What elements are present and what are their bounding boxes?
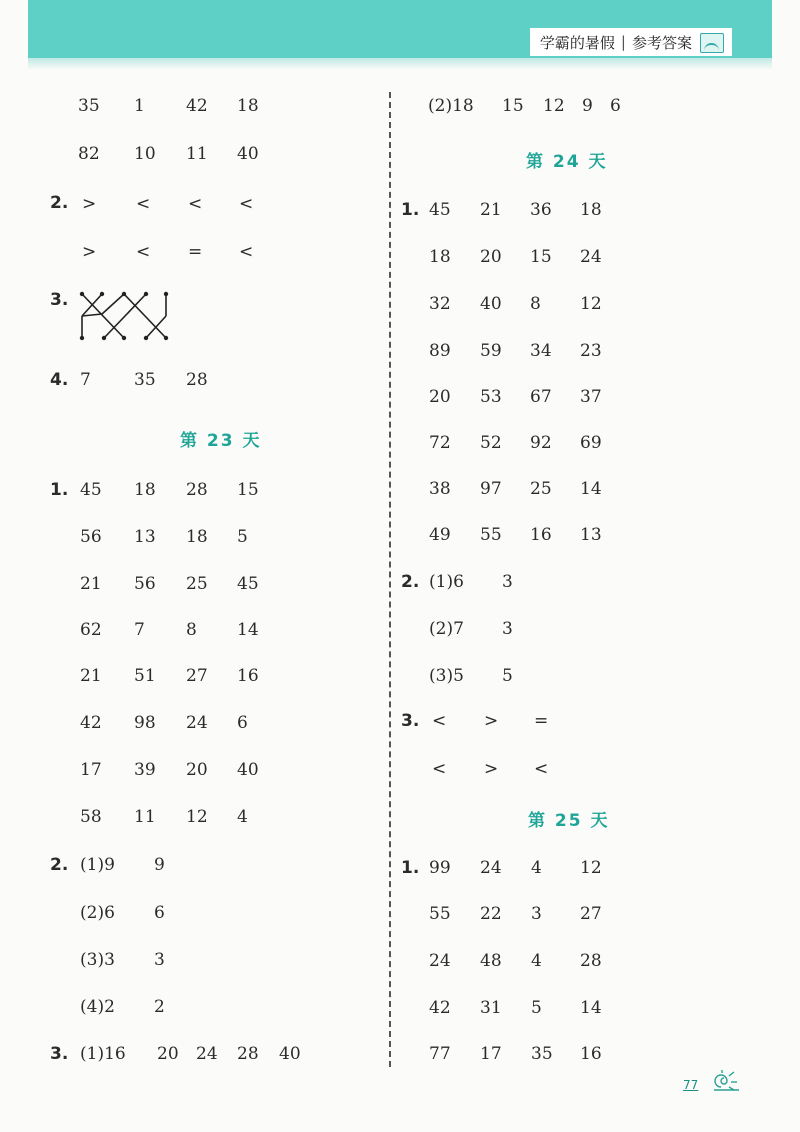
answer-value: 18 [580, 200, 602, 220]
header-title [530, 28, 732, 56]
answer-value: 8 [530, 294, 541, 314]
answer-value: 18 [429, 247, 451, 267]
question-number: 3. [50, 1044, 69, 1064]
answer-value: 6 [610, 96, 621, 116]
answer-value: 6 [237, 713, 248, 733]
question-number: 1. [401, 200, 420, 220]
day-heading: 第 25 天 [528, 811, 610, 831]
answer-value: 16 [237, 666, 259, 686]
comparison-sign: > [484, 759, 499, 779]
answer-value: 15 [502, 96, 524, 116]
question-number: 2. [50, 193, 69, 213]
answer-value: 14 [237, 620, 259, 640]
question-number: 3. [50, 290, 69, 310]
question-number: 2. [401, 572, 420, 592]
answer-value: 10 [134, 144, 156, 164]
answer-value: 58 [80, 807, 102, 827]
comparison-sign: < [432, 711, 447, 731]
answer-value: 24 [580, 247, 602, 267]
answer-value: 6 [154, 903, 165, 923]
answer-value: 20 [429, 387, 451, 407]
answer-value: (1)16 [80, 1044, 126, 1064]
answer-value: 16 [580, 1044, 602, 1064]
answer-value: 23 [580, 341, 602, 361]
comparison-sign: < [534, 759, 549, 779]
answer-value: 28 [186, 480, 208, 500]
comparison-sign: < [239, 194, 254, 214]
answer-value: 5 [237, 527, 248, 547]
answer-value: 24 [186, 713, 208, 733]
answer-value: 24 [429, 951, 451, 971]
page-number: 77 [683, 1078, 699, 1092]
answer-value: 5 [502, 666, 513, 686]
answer-value: 38 [429, 479, 451, 499]
answer-value: 36 [530, 200, 552, 220]
comparison-sign: < [188, 194, 203, 214]
answer-value: 40 [237, 760, 259, 780]
answer-value: 27 [186, 666, 208, 686]
answer-value: 24 [196, 1044, 218, 1064]
answer-value: (2)6 [80, 903, 115, 923]
answer-value: 24 [480, 858, 502, 878]
comparison-sign: > [82, 194, 97, 214]
answer-value: 39 [134, 760, 156, 780]
answer-value: 18 [186, 527, 208, 547]
answer-value: 28 [186, 370, 208, 390]
title-separator: | [620, 33, 626, 51]
answer-value: 97 [480, 479, 502, 499]
answer-value: 25 [186, 574, 208, 594]
answer-value: 48 [480, 951, 502, 971]
question-number: 2. [50, 855, 69, 875]
book-icon [700, 33, 724, 53]
comparison-sign: > [82, 242, 97, 262]
answer-value: 28 [237, 1044, 259, 1064]
answer-value: 21 [480, 200, 502, 220]
comparison-sign: = [534, 711, 549, 731]
header-shadow [28, 58, 772, 70]
matching-diagram [74, 286, 174, 346]
question-number: 3. [401, 711, 420, 731]
answer-value: 3 [502, 619, 513, 639]
answer-value: 20 [157, 1044, 179, 1064]
answer-value: 55 [429, 904, 451, 924]
answer-value: 69 [580, 433, 602, 453]
answer-value: 45 [80, 480, 102, 500]
answer-value: (3)5 [429, 666, 464, 686]
answer-value: 3 [531, 904, 542, 924]
answer-value: 20 [480, 247, 502, 267]
answer-value: 72 [429, 433, 451, 453]
comparison-sign: < [432, 759, 447, 779]
book-title: 学霸的暑假 [539, 33, 615, 52]
answer-value: 31 [480, 998, 502, 1018]
answer-value: (3)3 [80, 950, 115, 970]
answer-value: 25 [530, 479, 552, 499]
answer-value: 40 [480, 294, 502, 314]
answer-value: 28 [580, 951, 602, 971]
answer-value: 11 [134, 807, 156, 827]
answer-value: 9 [154, 855, 165, 875]
answer-value: 12 [580, 294, 602, 314]
answer-value: 3 [502, 572, 513, 592]
answer-value: 21 [80, 666, 102, 686]
answer-value: 27 [580, 904, 602, 924]
answer-value: 17 [80, 760, 102, 780]
section-title: 参考答案 [631, 33, 692, 52]
answer-value: 45 [429, 200, 451, 220]
answer-value: 5 [531, 998, 542, 1018]
answer-value: 3 [154, 950, 165, 970]
question-number: 1. [401, 858, 420, 878]
answer-value: 89 [429, 341, 451, 361]
answer-value: 18 [237, 96, 259, 116]
answer-value: 52 [480, 433, 502, 453]
answer-value: 16 [530, 525, 552, 545]
answer-value: 4 [531, 951, 542, 971]
comparison-sign: < [136, 194, 151, 214]
answer-value: 12 [186, 807, 208, 827]
answer-value: 34 [530, 341, 552, 361]
answer-value: 22 [480, 904, 502, 924]
answer-value: 45 [237, 574, 259, 594]
column-divider [389, 92, 391, 1067]
answer-value: 40 [279, 1044, 301, 1064]
answer-value: 1 [134, 96, 145, 116]
answer-value: 14 [580, 998, 602, 1018]
question-number: 1. [50, 480, 69, 500]
answer-value: 12 [580, 858, 602, 878]
comparison-sign: > [484, 711, 499, 731]
comparison-sign: = [188, 242, 203, 262]
answer-value: (1)6 [429, 572, 464, 592]
answer-value: 99 [429, 858, 451, 878]
answer-value: 8 [186, 620, 197, 640]
answer-value: 92 [530, 433, 552, 453]
answer-value: 18 [134, 480, 156, 500]
answer-value: (2)7 [429, 619, 464, 639]
answer-value: 42 [429, 998, 451, 1018]
answer-value: 15 [530, 247, 552, 267]
answer-value: 13 [580, 525, 602, 545]
answer-value: 14 [580, 479, 602, 499]
answer-value: 67 [530, 387, 552, 407]
answer-value: 12 [543, 96, 565, 116]
answer-value: 35 [531, 1044, 553, 1064]
comparison-sign: < [239, 242, 254, 262]
answer-value: 17 [480, 1044, 502, 1064]
answer-value: 15 [237, 480, 259, 500]
answer-value: 20 [186, 760, 208, 780]
answer-value: 37 [580, 387, 602, 407]
answer-value: 40 [237, 144, 259, 164]
answer-value: 62 [80, 620, 102, 640]
answer-value: 59 [480, 341, 502, 361]
sun-icon [712, 1070, 742, 1092]
comparison-sign: < [136, 242, 151, 262]
answer-value: 13 [134, 527, 156, 547]
answer-value: 4 [237, 807, 248, 827]
answer-value: 32 [429, 294, 451, 314]
answer-value: 98 [134, 713, 156, 733]
answer-value: 55 [480, 525, 502, 545]
day-heading: 第 23 天 [180, 431, 262, 451]
answer-value: 7 [80, 370, 91, 390]
answer-value: 56 [134, 574, 156, 594]
answer-value: (1)9 [80, 855, 115, 875]
answer-value: 51 [134, 666, 156, 686]
answer-value: 21 [80, 574, 102, 594]
answer-value: 49 [429, 525, 451, 545]
answer-value: (4)2 [80, 997, 115, 1017]
answer-value: (2)18 [428, 96, 474, 116]
answer-value: 4 [531, 858, 542, 878]
answer-value: 53 [480, 387, 502, 407]
question-number: 4. [50, 370, 69, 390]
answer-value: 2 [154, 997, 165, 1017]
answer-value: 82 [78, 144, 100, 164]
answer-value: 77 [429, 1044, 451, 1064]
answer-value: 7 [134, 620, 145, 640]
answer-value: 35 [134, 370, 156, 390]
answer-value: 56 [80, 527, 102, 547]
day-heading: 第 24 天 [526, 152, 608, 172]
answer-value: 42 [186, 96, 208, 116]
answer-value: 42 [80, 713, 102, 733]
answer-value: 11 [186, 144, 208, 164]
answer-value: 35 [78, 96, 100, 116]
answer-value: 9 [582, 96, 593, 116]
